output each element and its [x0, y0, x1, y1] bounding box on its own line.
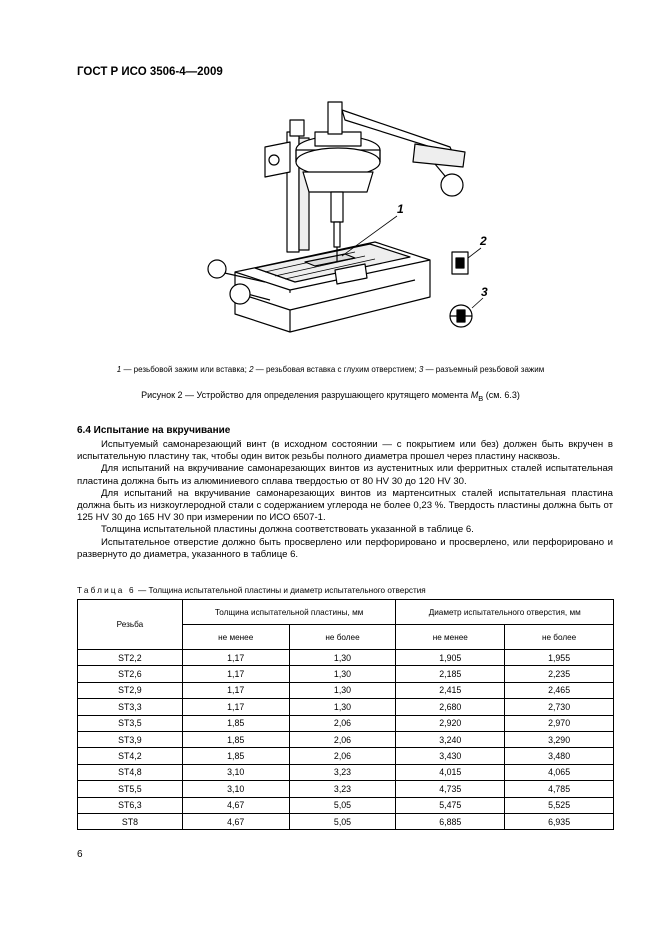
- cell-thickness-max: 1,30: [289, 699, 396, 715]
- data-table: [77, 599, 614, 830]
- cell-thickness-max: 2,06: [289, 748, 396, 764]
- cell-thickness-max: 1,30: [289, 682, 396, 698]
- legend-text-1: — резьбовой зажим или вставка;: [123, 365, 247, 374]
- table-caption-label: Таблица 6: [77, 586, 136, 595]
- cell-thickness-max: 5,05: [289, 813, 396, 829]
- cell-diameter-max: 4,785: [505, 781, 614, 797]
- callout-2: 2: [480, 234, 487, 248]
- cell-thread: ST2,2: [78, 650, 183, 666]
- paragraph: Испытуемый самонарезающий винт (в исходном состоянии — с покрытием или без) должен быть вкручен в испытательную пластину так, чтобы один виток резьбы полного диаметра прошел через пластину насквозь.: [77, 439, 613, 463]
- cell-thread: ST3,9: [78, 731, 183, 747]
- cell-thickness-min: 1,17: [182, 699, 289, 715]
- table-row: [78, 813, 614, 829]
- cell-diameter-min: 3,240: [396, 731, 505, 747]
- table-caption: [77, 586, 426, 595]
- table-row: [78, 699, 614, 715]
- legend-num-3: 3: [418, 365, 424, 374]
- cell-thickness-max: 2,06: [289, 731, 396, 747]
- cell-diameter-min: 2,680: [396, 699, 505, 715]
- paragraph: Толщина испытательной пластины должна соответствовать указанной в таблице 6.: [101, 524, 474, 536]
- header-thickness: Толщина испытательной пластины, мм: [182, 600, 396, 625]
- cell-diameter-min: 2,185: [396, 666, 505, 682]
- cell-diameter-max: 2,730: [505, 699, 614, 715]
- header-thread: Резьба: [78, 600, 183, 650]
- caption-suffix: (см. 6.3): [485, 390, 520, 400]
- cell-thickness-max: 3,23: [289, 764, 396, 780]
- table-row: [78, 764, 614, 780]
- cell-diameter-min: 4,015: [396, 764, 505, 780]
- torque-device-drawing: [195, 92, 500, 352]
- cell-thread: ST3,5: [78, 715, 183, 731]
- cell-thread: ST2,6: [78, 666, 183, 682]
- cell-thickness-min: 3,10: [182, 781, 289, 797]
- cell-thickness-max: 3,23: [289, 781, 396, 797]
- cell-thickness-max: 1,30: [289, 650, 396, 666]
- callout-3: 3: [481, 285, 488, 299]
- paragraph: Для испытаний на вкручивание самонарезающих винтов из мартенситных сталей испытательная пластина должна быть из низкоуглеродной стали с содержанием углерода не более 0,23 %. Твердость пластины должна быть от 125 HV 30 до 165 HV 30 при измерении по ИСО 6507-1.: [77, 487, 613, 524]
- cell-thread: ST2,9: [78, 682, 183, 698]
- caption-prefix: Рисунок 2 — Устройство для определения разрушающего крутящего момента: [141, 390, 469, 400]
- header-diameter: Диаметр испытательного отверстия, мм: [396, 600, 614, 625]
- caption-subscript: B: [478, 393, 484, 403]
- cell-thread: ST4,8: [78, 764, 183, 780]
- legend-text-3: — разъемный резьбовой зажим: [425, 365, 545, 374]
- cell-thickness-min: 3,10: [182, 764, 289, 780]
- cell-diameter-max: 2,970: [505, 715, 614, 731]
- paragraph: Для испытаний на вкручивание самонарезающих винтов из аустенитных или ферритных сталей испытательная пластина должна быть из алюминиевого сплава твердостью от 80 HV 30 до 120 HV 30.: [77, 463, 613, 487]
- cell-diameter-max: 5,525: [505, 797, 614, 813]
- cell-thickness-min: 1,85: [182, 731, 289, 747]
- callout-1: 1: [397, 202, 404, 216]
- legend-text-2: — резьбовая вставка с глухим отверстием;: [255, 365, 417, 374]
- legend-num-1: 1: [116, 365, 122, 374]
- cell-thickness-min: 4,67: [182, 797, 289, 813]
- cell-thickness-max: 5,05: [289, 797, 396, 813]
- table-row: [78, 650, 614, 666]
- cell-diameter-min: 5,475: [396, 797, 505, 813]
- cell-diameter-min: 1,905: [396, 650, 505, 666]
- table-row: [78, 781, 614, 797]
- table-row: [78, 797, 614, 813]
- cell-thickness-max: 1,30: [289, 666, 396, 682]
- header-thickness-min: не менее: [182, 625, 289, 650]
- figure-legend: [0, 365, 661, 374]
- cell-diameter-min: 2,415: [396, 682, 505, 698]
- cell-diameter-max: 6,935: [505, 813, 614, 829]
- cell-thickness-min: 1,17: [182, 682, 289, 698]
- cell-thread: ST5,5: [78, 781, 183, 797]
- page-number: 6: [77, 849, 83, 860]
- header-diameter-min: не менее: [396, 625, 505, 650]
- section-heading: 6.4 Испытание на вкручивание: [77, 425, 231, 436]
- cell-thread: ST8: [78, 813, 183, 829]
- cell-thread: ST3,3: [78, 699, 183, 715]
- table-row: [78, 715, 614, 731]
- figure-caption: [0, 390, 661, 403]
- header-diameter-max: не более: [505, 625, 614, 650]
- cell-thickness-min: 1,17: [182, 650, 289, 666]
- document-header: ГОСТ Р ИСО 3506-4—2009: [77, 66, 223, 78]
- cell-diameter-max: 4,065: [505, 764, 614, 780]
- table-row: [78, 666, 614, 682]
- cell-thickness-min: 1,17: [182, 666, 289, 682]
- cell-thickness-min: 4,67: [182, 813, 289, 829]
- cell-thickness-min: 1,85: [182, 748, 289, 764]
- caption-symbol: M: [470, 390, 479, 400]
- paragraph: Испытательное отверстие должно быть просверлено или перфорировано и просверлено, или перфорировано и развернуто до диаметра, указанного в таблице 6.: [77, 536, 613, 560]
- cell-thread: ST4,2: [78, 748, 183, 764]
- cell-diameter-max: 1,955: [505, 650, 614, 666]
- cell-diameter-max: 3,480: [505, 748, 614, 764]
- cell-diameter-min: 4,735: [396, 781, 505, 797]
- cell-thickness-min: 1,85: [182, 715, 289, 731]
- cell-thickness-max: 2,06: [289, 715, 396, 731]
- table-row: [78, 748, 614, 764]
- cell-diameter-min: 2,920: [396, 715, 505, 731]
- cell-diameter-max: 2,235: [505, 666, 614, 682]
- cell-thread: ST6,3: [78, 797, 183, 813]
- cell-diameter-min: 3,430: [396, 748, 505, 764]
- cell-diameter-max: 3,290: [505, 731, 614, 747]
- table-row: [78, 682, 614, 698]
- header-thickness-max: не более: [289, 625, 396, 650]
- section-body: [77, 439, 613, 561]
- cell-diameter-min: 6,885: [396, 813, 505, 829]
- table-row: [78, 731, 614, 747]
- legend-num-2: 2: [249, 365, 254, 374]
- table-caption-text: — Толщина испытательной пластины и диаметр испытательного отверстия: [138, 586, 426, 595]
- cell-diameter-max: 2,465: [505, 682, 614, 698]
